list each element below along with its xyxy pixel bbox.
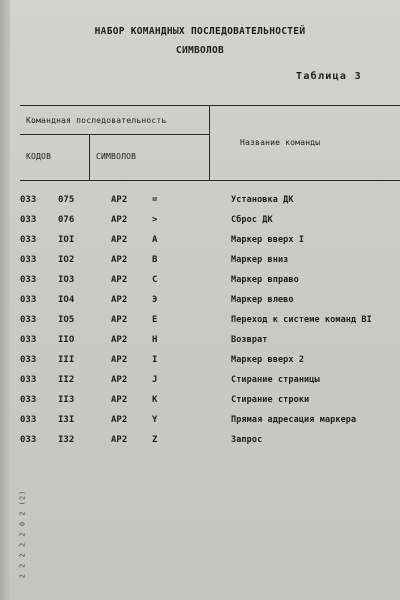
code-value-cell: IO4 bbox=[58, 295, 75, 305]
symbol-char-cell: E bbox=[152, 315, 158, 325]
code-value-cell: IIO bbox=[58, 335, 75, 345]
header-symbols: СИМВОЛОВ bbox=[96, 152, 137, 161]
table-row bbox=[0, 375, 400, 395]
code-value-cell: IOI bbox=[58, 235, 75, 245]
header-divider-codes bbox=[89, 134, 90, 180]
table-row bbox=[0, 215, 400, 235]
symbol-char-cell: H bbox=[152, 335, 158, 345]
symbol-prefix-cell: АР2 bbox=[111, 295, 128, 305]
symbol-char-cell: I bbox=[152, 355, 158, 365]
command-name-cell: Переход к системе команд ВI bbox=[231, 315, 372, 325]
code-group-cell: 033 bbox=[20, 195, 37, 205]
symbol-char-cell: A bbox=[152, 235, 158, 245]
code-group-cell: 033 bbox=[20, 335, 37, 345]
header-divider-name bbox=[209, 105, 210, 180]
header-bottom-rule bbox=[20, 180, 400, 181]
code-group-cell: 033 bbox=[20, 415, 37, 425]
symbol-prefix-cell: АР2 bbox=[111, 235, 128, 245]
symbol-char-cell: B bbox=[152, 255, 158, 265]
table-number-label: Таблица 3 bbox=[296, 71, 362, 82]
symbol-prefix-cell: АР2 bbox=[111, 355, 128, 365]
code-value-cell: II3 bbox=[58, 395, 75, 405]
header-codes: КОДОВ bbox=[26, 152, 52, 161]
document-title: НАБОР КОМАНДНЫХ ПОСЛЕДОВАТЕЛЬНОСТЕЙ bbox=[94, 26, 306, 37]
command-name-cell: Маркер вниз bbox=[231, 255, 289, 265]
code-group-cell: 033 bbox=[20, 255, 37, 265]
symbol-prefix-cell: АР2 bbox=[111, 395, 128, 405]
command-name-cell: Установка ДК bbox=[231, 195, 294, 205]
code-group-cell: 033 bbox=[20, 435, 37, 445]
table-row bbox=[0, 395, 400, 415]
code-value-cell: I3I bbox=[58, 415, 75, 425]
table-row bbox=[0, 435, 400, 455]
table-row bbox=[0, 355, 400, 375]
symbol-prefix-cell: АР2 bbox=[111, 335, 128, 345]
command-name-cell: Запрос bbox=[231, 435, 263, 445]
symbol-char-cell: > bbox=[152, 215, 158, 225]
symbol-char-cell: Z bbox=[152, 435, 158, 445]
code-group-cell: 033 bbox=[20, 275, 37, 285]
symbol-char-cell: Y bbox=[152, 415, 158, 425]
command-name-cell: Прямая адресация маркера bbox=[231, 415, 357, 425]
code-value-cell: IO3 bbox=[58, 275, 75, 285]
code-group-cell: 033 bbox=[20, 215, 37, 225]
code-group-cell: 033 bbox=[20, 295, 37, 305]
symbol-char-cell: J bbox=[152, 375, 158, 385]
table-row bbox=[0, 235, 400, 255]
code-group-cell: 033 bbox=[20, 315, 37, 325]
symbol-prefix-cell: АР2 bbox=[111, 315, 128, 325]
command-name-cell: Маркер вверх 2 bbox=[231, 355, 305, 365]
command-name-cell: Маркер вправо bbox=[231, 275, 299, 285]
code-value-cell: I32 bbox=[58, 435, 75, 445]
edge-stamp: 2 2 2 2 2 0 2 (2) bbox=[18, 489, 27, 579]
code-group-cell: 033 bbox=[20, 375, 37, 385]
header-command-name: Название команды bbox=[240, 138, 321, 147]
code-value-cell: 075 bbox=[58, 195, 75, 205]
table-row bbox=[0, 255, 400, 275]
table-row bbox=[0, 195, 400, 215]
document-subtitle: СИМВОЛОВ bbox=[175, 45, 225, 56]
code-value-cell: 076 bbox=[58, 215, 75, 225]
symbol-char-cell: Э bbox=[152, 295, 158, 305]
code-value-cell: III bbox=[58, 355, 75, 365]
table-top-rule bbox=[20, 105, 400, 106]
symbol-prefix-cell: АР2 bbox=[111, 375, 128, 385]
symbol-char-cell: K bbox=[152, 395, 158, 405]
command-name-cell: Маркер вверх I bbox=[231, 235, 305, 245]
code-value-cell: IO2 bbox=[58, 255, 75, 265]
table-row bbox=[0, 295, 400, 315]
code-value-cell: IO5 bbox=[58, 315, 75, 325]
symbol-prefix-cell: АР2 bbox=[111, 215, 128, 225]
symbol-prefix-cell: АР2 bbox=[111, 275, 128, 285]
command-name-cell: Возврат bbox=[231, 335, 268, 345]
command-name-cell: Сброс ДК bbox=[231, 215, 273, 225]
command-name-cell: Стирание страницы bbox=[231, 375, 320, 385]
table-row bbox=[0, 335, 400, 355]
header-command-sequence: Командная последовательность bbox=[26, 116, 167, 125]
code-value-cell: II2 bbox=[58, 375, 75, 385]
code-group-cell: 033 bbox=[20, 355, 37, 365]
table-row bbox=[0, 275, 400, 295]
command-name-cell: Маркер влево bbox=[231, 295, 294, 305]
code-group-cell: 033 bbox=[20, 235, 37, 245]
symbol-char-cell: = bbox=[152, 195, 158, 205]
code-group-cell: 033 bbox=[20, 395, 37, 405]
table-row bbox=[0, 415, 400, 435]
header-group-rule bbox=[20, 134, 210, 135]
symbol-char-cell: C bbox=[152, 275, 158, 285]
symbol-prefix-cell: АР2 bbox=[111, 435, 128, 445]
symbol-prefix-cell: АР2 bbox=[111, 195, 128, 205]
command-name-cell: Стирание строки bbox=[231, 395, 310, 405]
table-row bbox=[0, 315, 400, 335]
symbol-prefix-cell: АР2 bbox=[111, 415, 128, 425]
symbol-prefix-cell: АР2 bbox=[111, 255, 128, 265]
